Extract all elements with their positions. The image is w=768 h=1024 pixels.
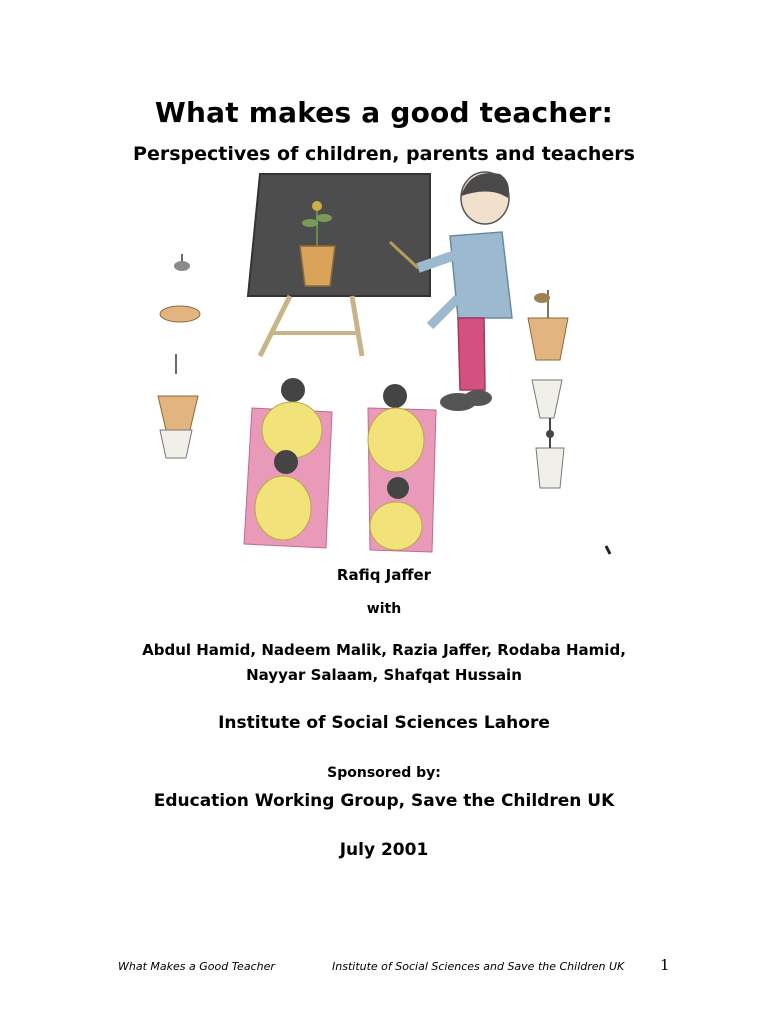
institute-name: Institute of Social Sciences Lahore [218,713,550,733]
stray-mark [606,546,610,554]
left-plant-top [160,306,200,322]
classroom-drawing-icon [140,168,630,568]
left-pot [158,396,198,430]
left-pot [160,430,192,458]
board-plant-leaf [302,219,318,227]
right-pot [536,448,564,488]
teacher-trousers [458,318,485,390]
child-hair [383,384,407,408]
easel-leg-right [352,296,362,356]
document-title: What makes a good teacher: [154,96,614,129]
board-plant-leaf [316,214,332,222]
right-pot [528,318,568,360]
child-body [370,502,422,550]
sponsored-label: Sponsored by: [327,765,441,781]
left-plant-leaf [174,261,190,271]
footer-left: What Makes a Good Teacher [118,960,275,973]
board-pot [300,246,335,286]
child-hair [387,477,409,499]
teacher-arm-lower [430,298,458,326]
teacher-shoe [464,390,492,406]
coauthors-line-1: Abdul Hamid, Nadeem Malik, Razia Jaffer, Rodaba Hamid, [142,641,626,659]
right-plant-leaf [534,293,550,303]
coauthors-line-2: Nayyar Salaam, Shafqat Hussain [246,666,522,684]
blackboard [248,174,430,296]
publication-date: July 2001 [339,840,429,860]
child-body [368,408,424,472]
author-name: Rafiq Jaffer [336,566,432,584]
child-hair [274,450,298,474]
child-hair [281,378,305,402]
with-label: with [366,601,402,617]
sponsor-name: Education Working Group, Save the Children UK [153,791,615,811]
child-body [262,402,322,458]
board-plant-flower [312,201,322,211]
page-number: 1 [660,956,670,974]
footer-right: Institute of Social Sciences and Save the Children UK [332,960,625,973]
document-subtitle: Perspectives of children, parents and teachers [133,143,635,165]
teacher-shirt [450,232,512,318]
child-body [255,476,311,540]
right-pot [532,380,562,418]
easel-leg-left [260,296,290,356]
right-dot [546,430,554,438]
